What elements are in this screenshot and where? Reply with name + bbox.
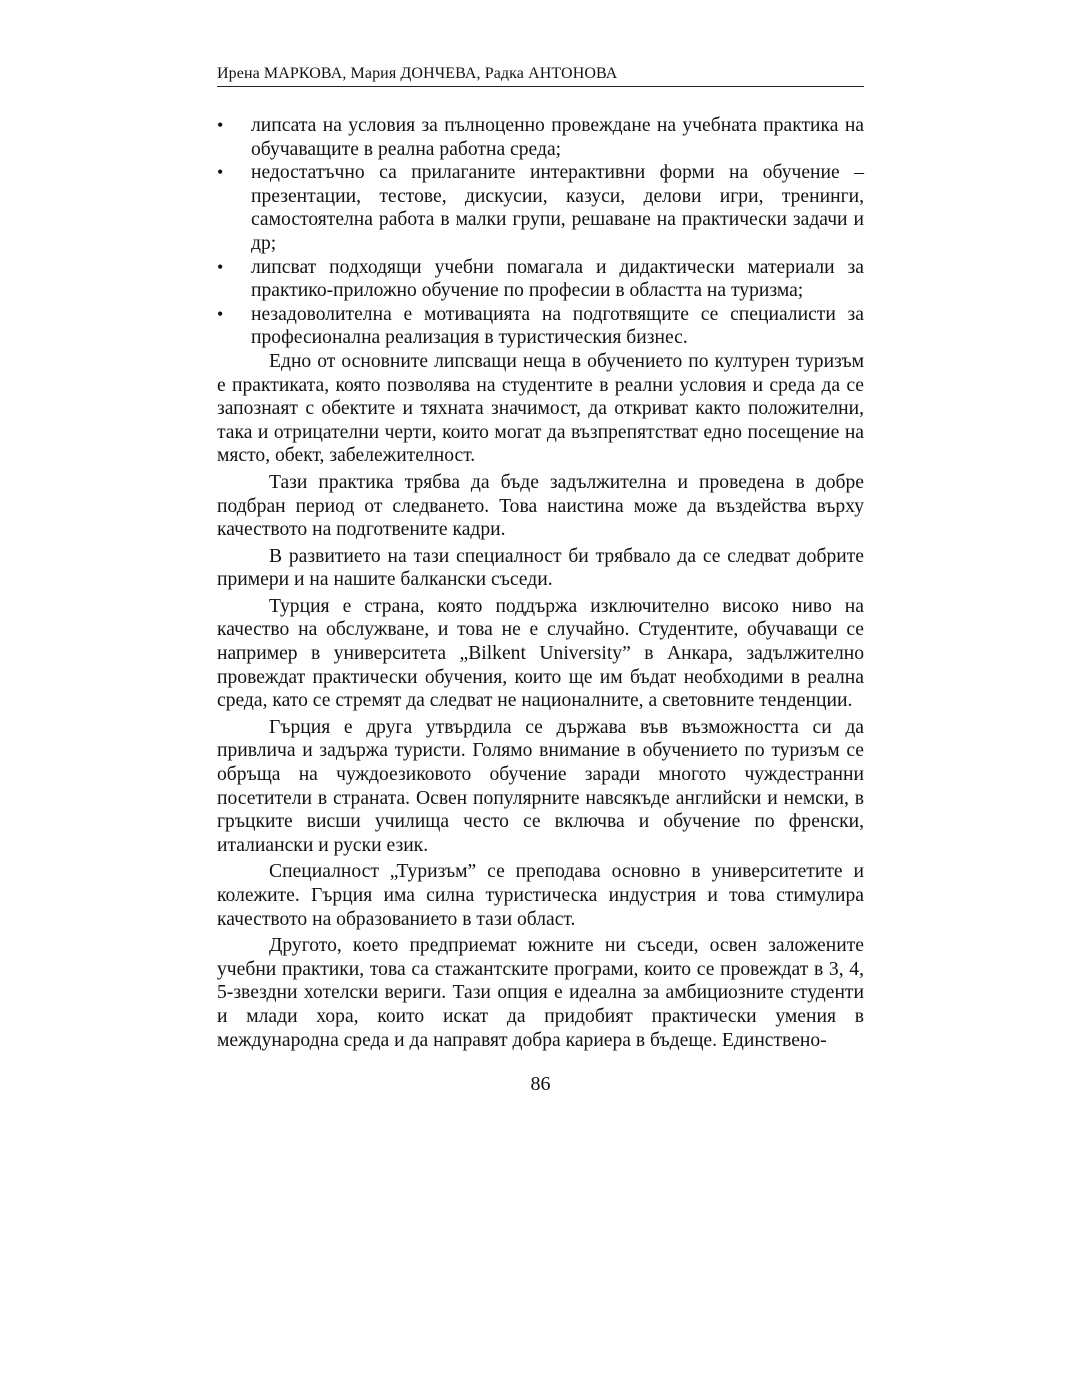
paragraph: Другото, което предприемат южните ни съседи, освен заложените учебни практики, това са стажантските програми, които се провеждат в 3, 4, 5-звездни хотелски вериги. Тази опция е идеална за амбициозните студенти и млади хора, които искат да придобият практически умения в международна среда и да направят добра кариера в бъдеще. Единствено-: [217, 935, 864, 1051]
list-item-text: недостатъчно са прилаганите интерактивни форми на обучение – презентации, тестове, дискусии, казуси, делови игри, тренинги, самостоятелна работа в малки групи, решаване на практически задачи и др;: [251, 162, 864, 254]
header-authors: Ирена МАРКОВА, Мария ДОНЧЕВА, Радка АНТОНОВА: [217, 65, 618, 82]
running-header: [217, 62, 864, 87]
page-number: 86: [530, 1073, 551, 1095]
page-body: [217, 114, 864, 1052]
list-item: [217, 161, 864, 255]
bullet-icon: •: [217, 256, 224, 277]
list-item-text: незадоволителна е мотивацията на подготвящите се специалисти за професионална реализация в туристическия бизнес.: [251, 303, 864, 349]
paragraph: В развитието на тази специалност би трябвало да се следват добрите примери и на нашите балкански съседи.: [217, 545, 864, 591]
bullet-icon: •: [217, 162, 224, 183]
paragraph: Гърция е друга утвърдила се държава във възможността си да привлича и задържа туристи. Голямо внимание в обучението по туризъм се обръща на чуждоезиковото обучение заради многото чуждестранни посетители в страната. Освен популярните навсякъде английски и немски, в гръцките висши училища често се включва и обучение по френски, италиански и руски език.: [217, 716, 864, 856]
list-item-text: липсата на условия за пълноценно провеждане на учебната практика на обучаващите в реална работна среда;: [251, 115, 864, 160]
bullet-icon: •: [217, 303, 224, 324]
list-item: [217, 256, 864, 303]
bullet-list: [217, 114, 864, 350]
list-item: [217, 303, 864, 350]
list-item: [217, 114, 864, 161]
paragraph: Турция е страна, която поддържа изключително високо ниво на качество на обслужване, и това не е случайно. Студентите, обучаващи се например в университета „Bilkent University” в Анкара, задължително провеждат практически обучения, които ще им бъдат необходими в реална среда, като се стремят да следват не националните, а световните тенденции.: [217, 595, 864, 712]
bullet-icon: •: [217, 115, 224, 135]
list-item-text: липсват подходящи учебни помагала и дидактически материали за практико-приложно обучение по професии в областта на туризма;: [251, 256, 864, 302]
paragraph: Едно от основните липсващи неща в обучението по културен туризъм е практиката, която позволява на студентите в реални условия и среда да се запознаят с обектите и тяхната значимост, да откриват както положителни, така и отрицателни черти, които могат да възпрепятстват едно посещение на място, обект, забележителност.: [217, 350, 864, 467]
paragraph: Тази практика трябва да бъде задължителна и проведена в добре подбран период от следването. Това наистина може да въздейства върху качеството на подготвените кадри.: [217, 471, 864, 541]
paragraph: Специалност „Туризъм” се преподава основно в университетите и колежите. Гърция има силна туристическа индустрия и това стимулира качеството на образованието в тази област.: [217, 861, 864, 930]
